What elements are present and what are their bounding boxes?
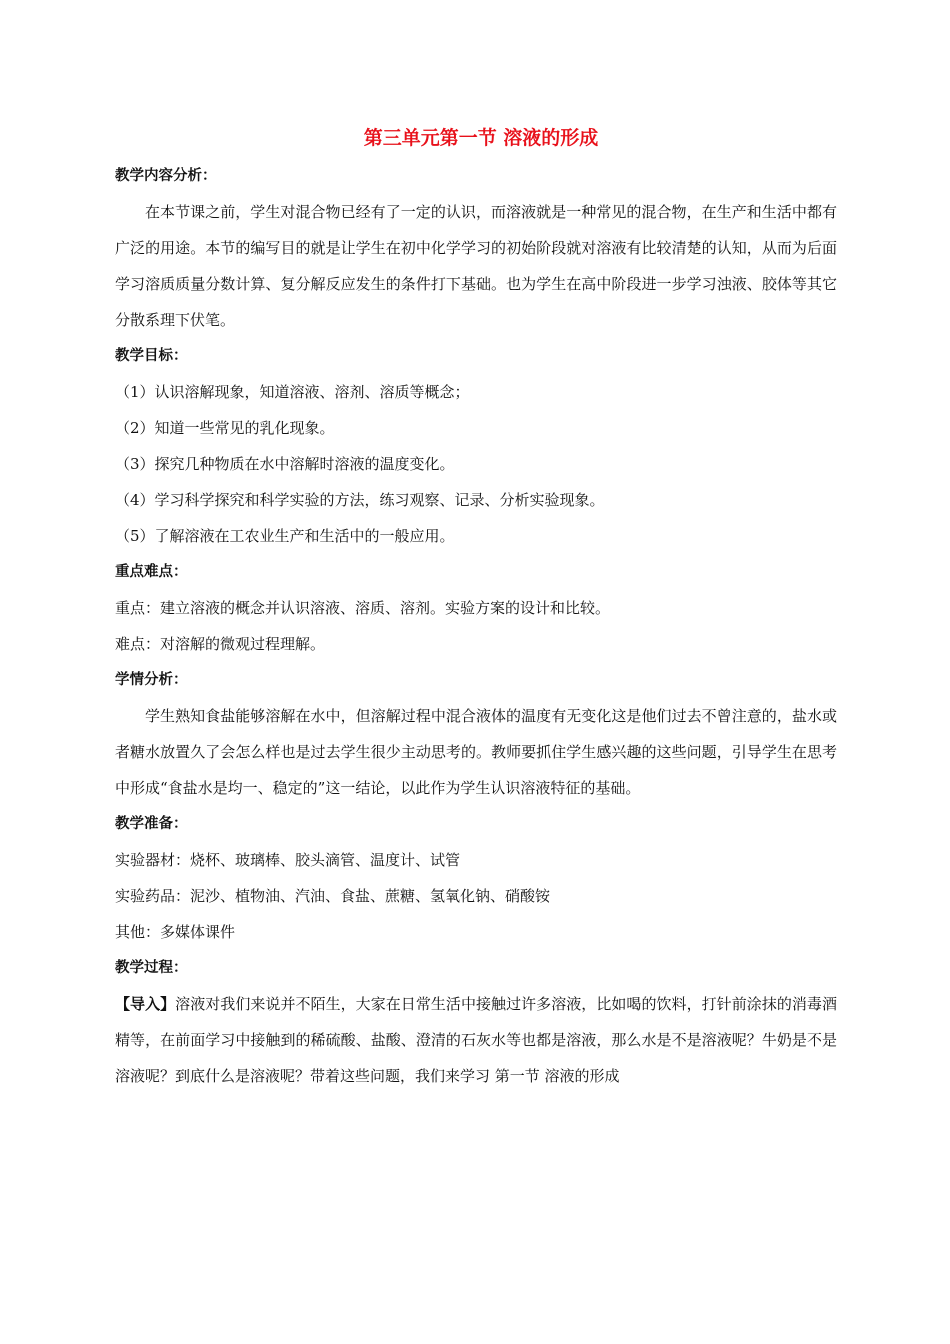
intro-paragraph — [115, 986, 837, 1094]
section-heading: 重点难点： — [115, 564, 188, 580]
section-heading: 教学过程： — [115, 960, 188, 976]
section-teaching-goals — [115, 338, 837, 554]
section-key-points — [115, 554, 837, 662]
section-student-analysis — [115, 662, 837, 806]
goal-item-2: （2）知道一些常见的乳化现象。 — [115, 419, 335, 437]
intro-tag: 【导入】 — [115, 995, 176, 1013]
section-heading: 教学目标： — [115, 348, 188, 364]
document-page — [115, 118, 837, 1094]
section-teaching-process — [115, 950, 837, 1094]
reagents-line: 实验药品：泥沙、植物油、汽油、食盐、蔗糖、氢氧化钠、硝酸铵 — [115, 887, 551, 905]
goal-item-4: （4）学习科学探究和科学实验的方法，练习观察、记录、分析实验现象。 — [115, 491, 605, 509]
goal-item-3: （3）探究几种物质在水中溶解时溶液的温度变化。 — [115, 455, 455, 473]
goal-item-5: （5）了解溶液在工农业生产和生活中的一般应用。 — [115, 527, 455, 545]
section-heading: 学情分析： — [115, 672, 188, 688]
section-preparation — [115, 806, 837, 950]
equipment-line: 实验器材：烧杯、玻璃棒、胶头滴管、温度计、试管 — [115, 851, 461, 869]
paragraph: 学生熟知食盐能够溶解在水中，但溶解过程中混合液体的温度有无变化这是他们过去不曾注意的，盐水或者糖水放置久了会怎么样也是过去学生很少主动思考的。教师要抓住学生感兴趣的这些问题，引导学生在思考中形成“食盐水是均一、稳定的”这一结论，以此作为学生认识溶液特征的基础。 — [115, 707, 837, 797]
intro-text: 溶液对我们来说并不陌生，大家在日常生活中接触过许多溶液，比如喝的饮料，打针前涂抹的消毒酒精等，在前面学习中接触到的稀硫酸、盐酸、澄清的石灰水等也都是溶液，那么水是不是溶液呢？牛奶是不是溶液呢？到底什么是溶液呢？带着这些问题，我们来学习 第一节 溶液的形成 — [115, 995, 837, 1085]
section-content-analysis — [115, 158, 837, 338]
section-heading: 教学内容分析： — [115, 168, 217, 184]
other-line: 其他：多媒体课件 — [115, 923, 236, 941]
page-title: 第三单元第一节 溶液的形成 — [363, 127, 599, 149]
goal-item-1: （1）认识溶解现象，知道溶液、溶剂、溶质等概念； — [115, 383, 470, 401]
paragraph: 在本节课之前，学生对混合物已经有了一定的认识，而溶液就是一种常见的混合物，在生产和生活中都有广泛的用途。本节的编写目的就是让学生在初中化学学习的初始阶段就对溶液有比较清楚的认知，从而为后面学习溶质质量分数计算、复分解反应发生的条件打下基础。也为学生在高中阶段进一步学习浊液、胶体等其它分散系理下伏笔。 — [115, 203, 837, 329]
difficulty-line: 难点：对溶解的微观过程理解。 — [115, 635, 326, 653]
focus-line: 重点：建立溶液的概念并认识溶液、溶质、溶剂。实验方案的设计和比较。 — [115, 599, 611, 617]
section-heading: 教学准备： — [115, 816, 188, 832]
